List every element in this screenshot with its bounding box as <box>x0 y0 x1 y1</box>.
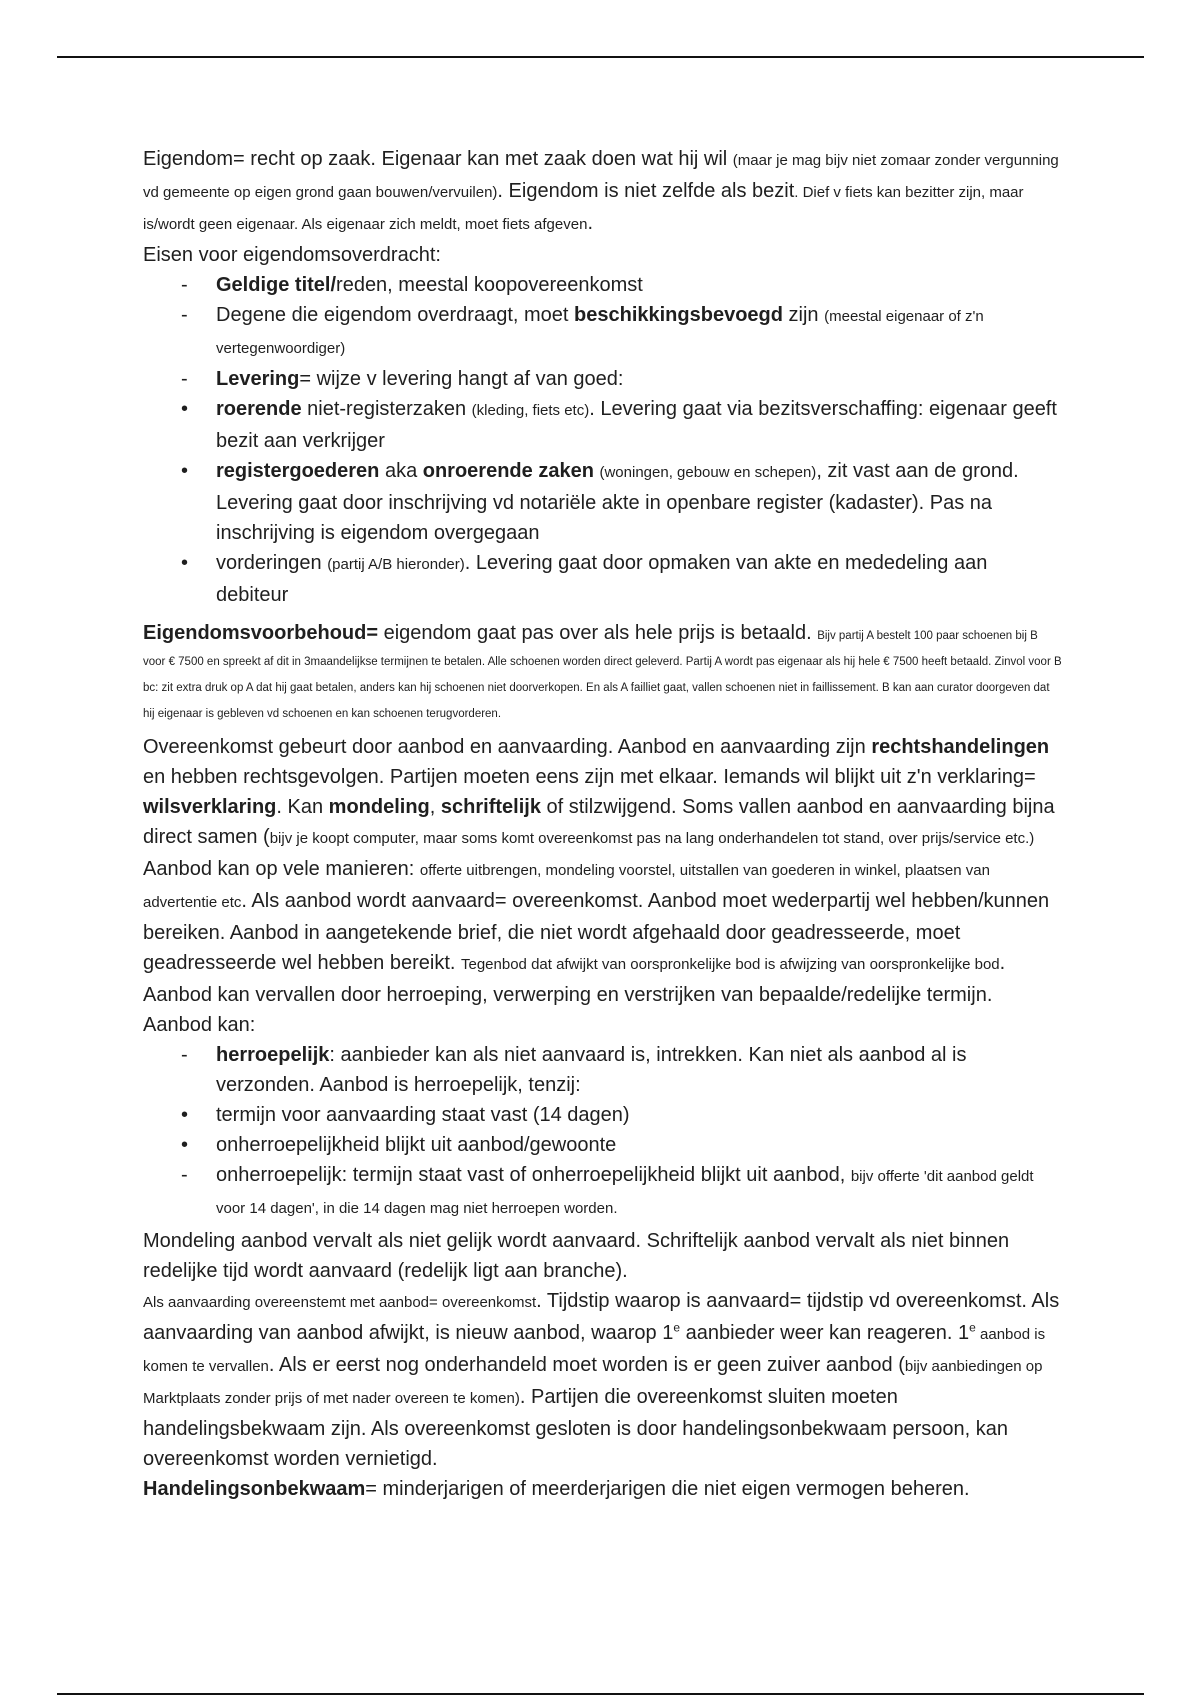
small-text: offerte uitbrengen, mondeling voorstel, uitstallen van goederen in winkel, plaatsen van advertentie etc <box>143 862 990 911</box>
bold-text: Geldige titel/ <box>216 274 337 296</box>
list-marker: - <box>181 368 188 390</box>
small-text: Tegenbod dat afwijkt van oorspronkelijke bod is afwijzing van oorspronkelijke bod <box>461 956 1000 973</box>
text: niet-registerzaken <box>301 398 472 420</box>
list-marker: - <box>181 274 188 296</box>
text: : aanbieder kan als niet aanvaard is, intrekken. Kan niet als aanbod al is verzonden. Aanbod is herroepelijk, tenzij: <box>216 1044 967 1096</box>
text: aanbieder weer kan reageren. 1 <box>680 1322 970 1344</box>
text: . Als er eerst nog onderhandeld moet worden is er geen zuiver aanbod ( <box>268 1354 905 1376</box>
small-text: bijv aanbiedingen op Marktplaats zonder prijs of met nader overeen te komen) <box>143 1358 1043 1407</box>
list-item <box>143 1160 1063 1224</box>
bold-text: Levering <box>216 368 300 390</box>
text: , <box>429 796 441 818</box>
small-text: aanbod is komen te vervallen <box>143 1326 1046 1375</box>
paragraph-eigendomsvoorbehoud <box>143 620 1063 724</box>
bold-text: wilsverklaring <box>143 796 277 818</box>
small-text: bijv je koopt computer, maar soms komt overeenkomst pas na lang onderhandelen tot stand, over prijs/service etc.) <box>269 830 1035 847</box>
list-item <box>143 1040 1063 1100</box>
small-text: (meestal eigenaar of z'n vertegenwoordiger) <box>216 308 984 357</box>
list-marker: • <box>181 460 189 482</box>
superscript: e <box>673 1320 681 1335</box>
text: . <box>587 212 593 234</box>
text: . Als aanbod wordt aanvaard= overeenkomst. Aanbod moet wederpartij wel hebben/kunnen bereiken. Aanbod in aangetekende brief, die niet wordt afgehaald door geadresseerde, moet geadresseerde wel hebben bereikt. <box>143 890 1050 974</box>
paragraph-aanvaarding <box>143 1286 1063 1474</box>
small-text: . Dief v fiets kan bezitter zijn, maar is/wordt geen eigenaar. Als eigenaar zich meldt, moet fiets afgeven <box>143 184 1024 233</box>
small-text: Als aanvaarding overeenstemt met aanbod= overeenkomst <box>143 1294 537 1311</box>
text: eigendom gaat pas over als hele prijs is betaald. <box>378 622 818 644</box>
small-text: (kleding, fiets etc) <box>471 402 590 419</box>
bold-text: registergoederen <box>216 460 380 482</box>
footer-rule <box>57 1693 1144 1695</box>
text: . Kan <box>276 796 329 818</box>
aanbod-list <box>143 1040 1063 1224</box>
bold-text: onroerende zaken <box>422 460 594 482</box>
bold-text: herroepelijk <box>216 1044 330 1066</box>
text: reden, meestal koopovereenkomst <box>336 274 643 296</box>
list-item <box>143 1100 1063 1130</box>
text: = wijze v levering hangt af van goed: <box>299 368 624 390</box>
text: . Eigendom is niet zelfde als bezit <box>497 180 795 202</box>
text: vorderingen <box>216 552 328 574</box>
list-item <box>143 548 1063 610</box>
bold-text: beschikkingsbevoegd <box>574 304 783 326</box>
text: Overeenkomst gebeurt door aanbod en aanvaarding. Aanbod en aanvaarding zijn <box>143 736 872 758</box>
text: . Aanbod kan vervallen door herroeping, verwerping en verstrijken van bepaalde/redelijke termijn. Aanbod kan: <box>143 952 1006 1036</box>
text: . Partijen die overeenkomst sluiten moeten handelingsbekwaam zijn. Als overeenkomst gesloten is door handelingsonbekwaam persoon, kan overeenkomst worden vernietigd. <box>143 1386 1008 1470</box>
list-item <box>143 364 1063 394</box>
list-marker: - <box>181 304 188 326</box>
list-item <box>143 394 1063 456</box>
bold-text: rechtshandelingen <box>871 736 1050 758</box>
list-marker: - <box>181 1164 188 1186</box>
list-item <box>143 456 1063 548</box>
text: aka <box>379 460 423 482</box>
small-text: bijv offerte 'dit aanbod geldt voor 14 dagen', in die 14 dagen mag niet herroepen worden. <box>216 1168 1034 1217</box>
small-text: (partij A/B hieronder) <box>327 556 465 573</box>
text: . Tijdstip waarop is aanvaard= tijdstip vd overeenkomst. Als aanvaarding van aanbod afwijkt, is nieuw aanbod, waarop 1 <box>143 1290 1060 1344</box>
text: , zit vast aan de grond. Levering gaat door inschrijving vd notariële akte in openbare register (kadaster). Pas na inschrijving is eigendom overgegaan <box>216 460 1019 544</box>
text: onherroepelijk: termijn staat vast of onherroepelijkheid blijkt uit aanbod, <box>216 1164 851 1186</box>
list-item <box>143 1130 1063 1160</box>
paragraph-aanbod <box>143 854 1063 1040</box>
list-item <box>143 270 1063 300</box>
header-rule <box>57 56 1144 58</box>
list-item <box>143 300 1063 364</box>
paragraph-eigendom <box>143 144 1063 240</box>
paragraph-eisen: Eisen voor eigendomsoverdracht: <box>143 244 441 266</box>
small-text: (maar je mag bijv niet zomaar zonder vergunning vd gemeente op eigen grond gaan bouwen/vervuilen) <box>143 152 1059 201</box>
small-text: Bijv partij A bestelt 100 paar schoenen bij B voor € 7500 en spreekt af dit in 3maandelijkse termijnen te betalen. Alle schoenen worden direct geleverd. Partij A wordt pas eigenaar als hij hele € 7500 heeft betaald. Zinvol voor B bc: zit extra druk op A dat hij gaat betalen, anders kan hij schoenen niet doorverkopen. En als A failliet gaat, vallen schoenen niet in faillissement. B kan aan curator doorgeven dat hij eigenaar is gebleven vd schoenen en kan schoenen terugvorderen. <box>143 630 1062 720</box>
document-body <box>143 144 1063 1504</box>
bold-text: Eigendomsvoorbehoud= <box>143 622 379 644</box>
paragraph-overeenkomst <box>143 732 1063 854</box>
requirements-list <box>143 270 1063 610</box>
bold-text: Handelingsonbekwaam <box>143 1478 366 1500</box>
list-marker: • <box>181 1104 189 1126</box>
paragraph-mondeling: Mondeling aanbod vervalt als niet gelijk wordt aanvaard. Schriftelijk aanbod vervalt als niet binnen redelijke tijd wordt aanvaard (redelijk ligt aan branche). <box>143 1230 1010 1282</box>
paragraph-handelingsonbekwaam <box>143 1474 1063 1504</box>
text: zijn <box>782 304 825 326</box>
text: Aanbod kan op vele manieren: <box>143 858 420 880</box>
list-marker: • <box>181 1134 189 1156</box>
text: en hebben rechtsgevolgen. Partijen moeten eens zijn met elkaar. Iemands wil blijkt uit z'n verklaring= <box>143 766 1036 788</box>
list-marker: - <box>181 1044 188 1066</box>
list-marker: • <box>181 552 189 574</box>
bold-text: mondeling <box>328 796 430 818</box>
superscript: e <box>969 1320 976 1335</box>
text: Eigendom= recht op zaak. Eigenaar kan met zaak doen wat hij wil <box>143 148 733 170</box>
text: onherroepelijkheid blijkt uit aanbod/gewoonte <box>216 1134 617 1156</box>
bold-text: roerende <box>216 398 302 420</box>
text: . Levering gaat via bezitsverschaffing: eigenaar geeft bezit aan verkrijger <box>216 398 1057 452</box>
list-marker: • <box>181 398 189 420</box>
text: of stilzwijgend. Soms vallen aanbod en aanvaarding bijna direct samen ( <box>143 796 1055 848</box>
bold-text: schriftelijk <box>440 796 541 818</box>
small-text: (woningen, gebouw en schepen) <box>599 464 817 481</box>
text: . Levering gaat door opmaken van akte en mededeling aan debiteur <box>216 552 988 606</box>
text: Degene die eigendom overdraagt, moet <box>216 304 575 326</box>
text: = minderjarigen of meerderjarigen die niet eigen vermogen beheren. <box>365 1478 970 1500</box>
text: termijn voor aanvaarding staat vast (14 dagen) <box>216 1104 630 1126</box>
